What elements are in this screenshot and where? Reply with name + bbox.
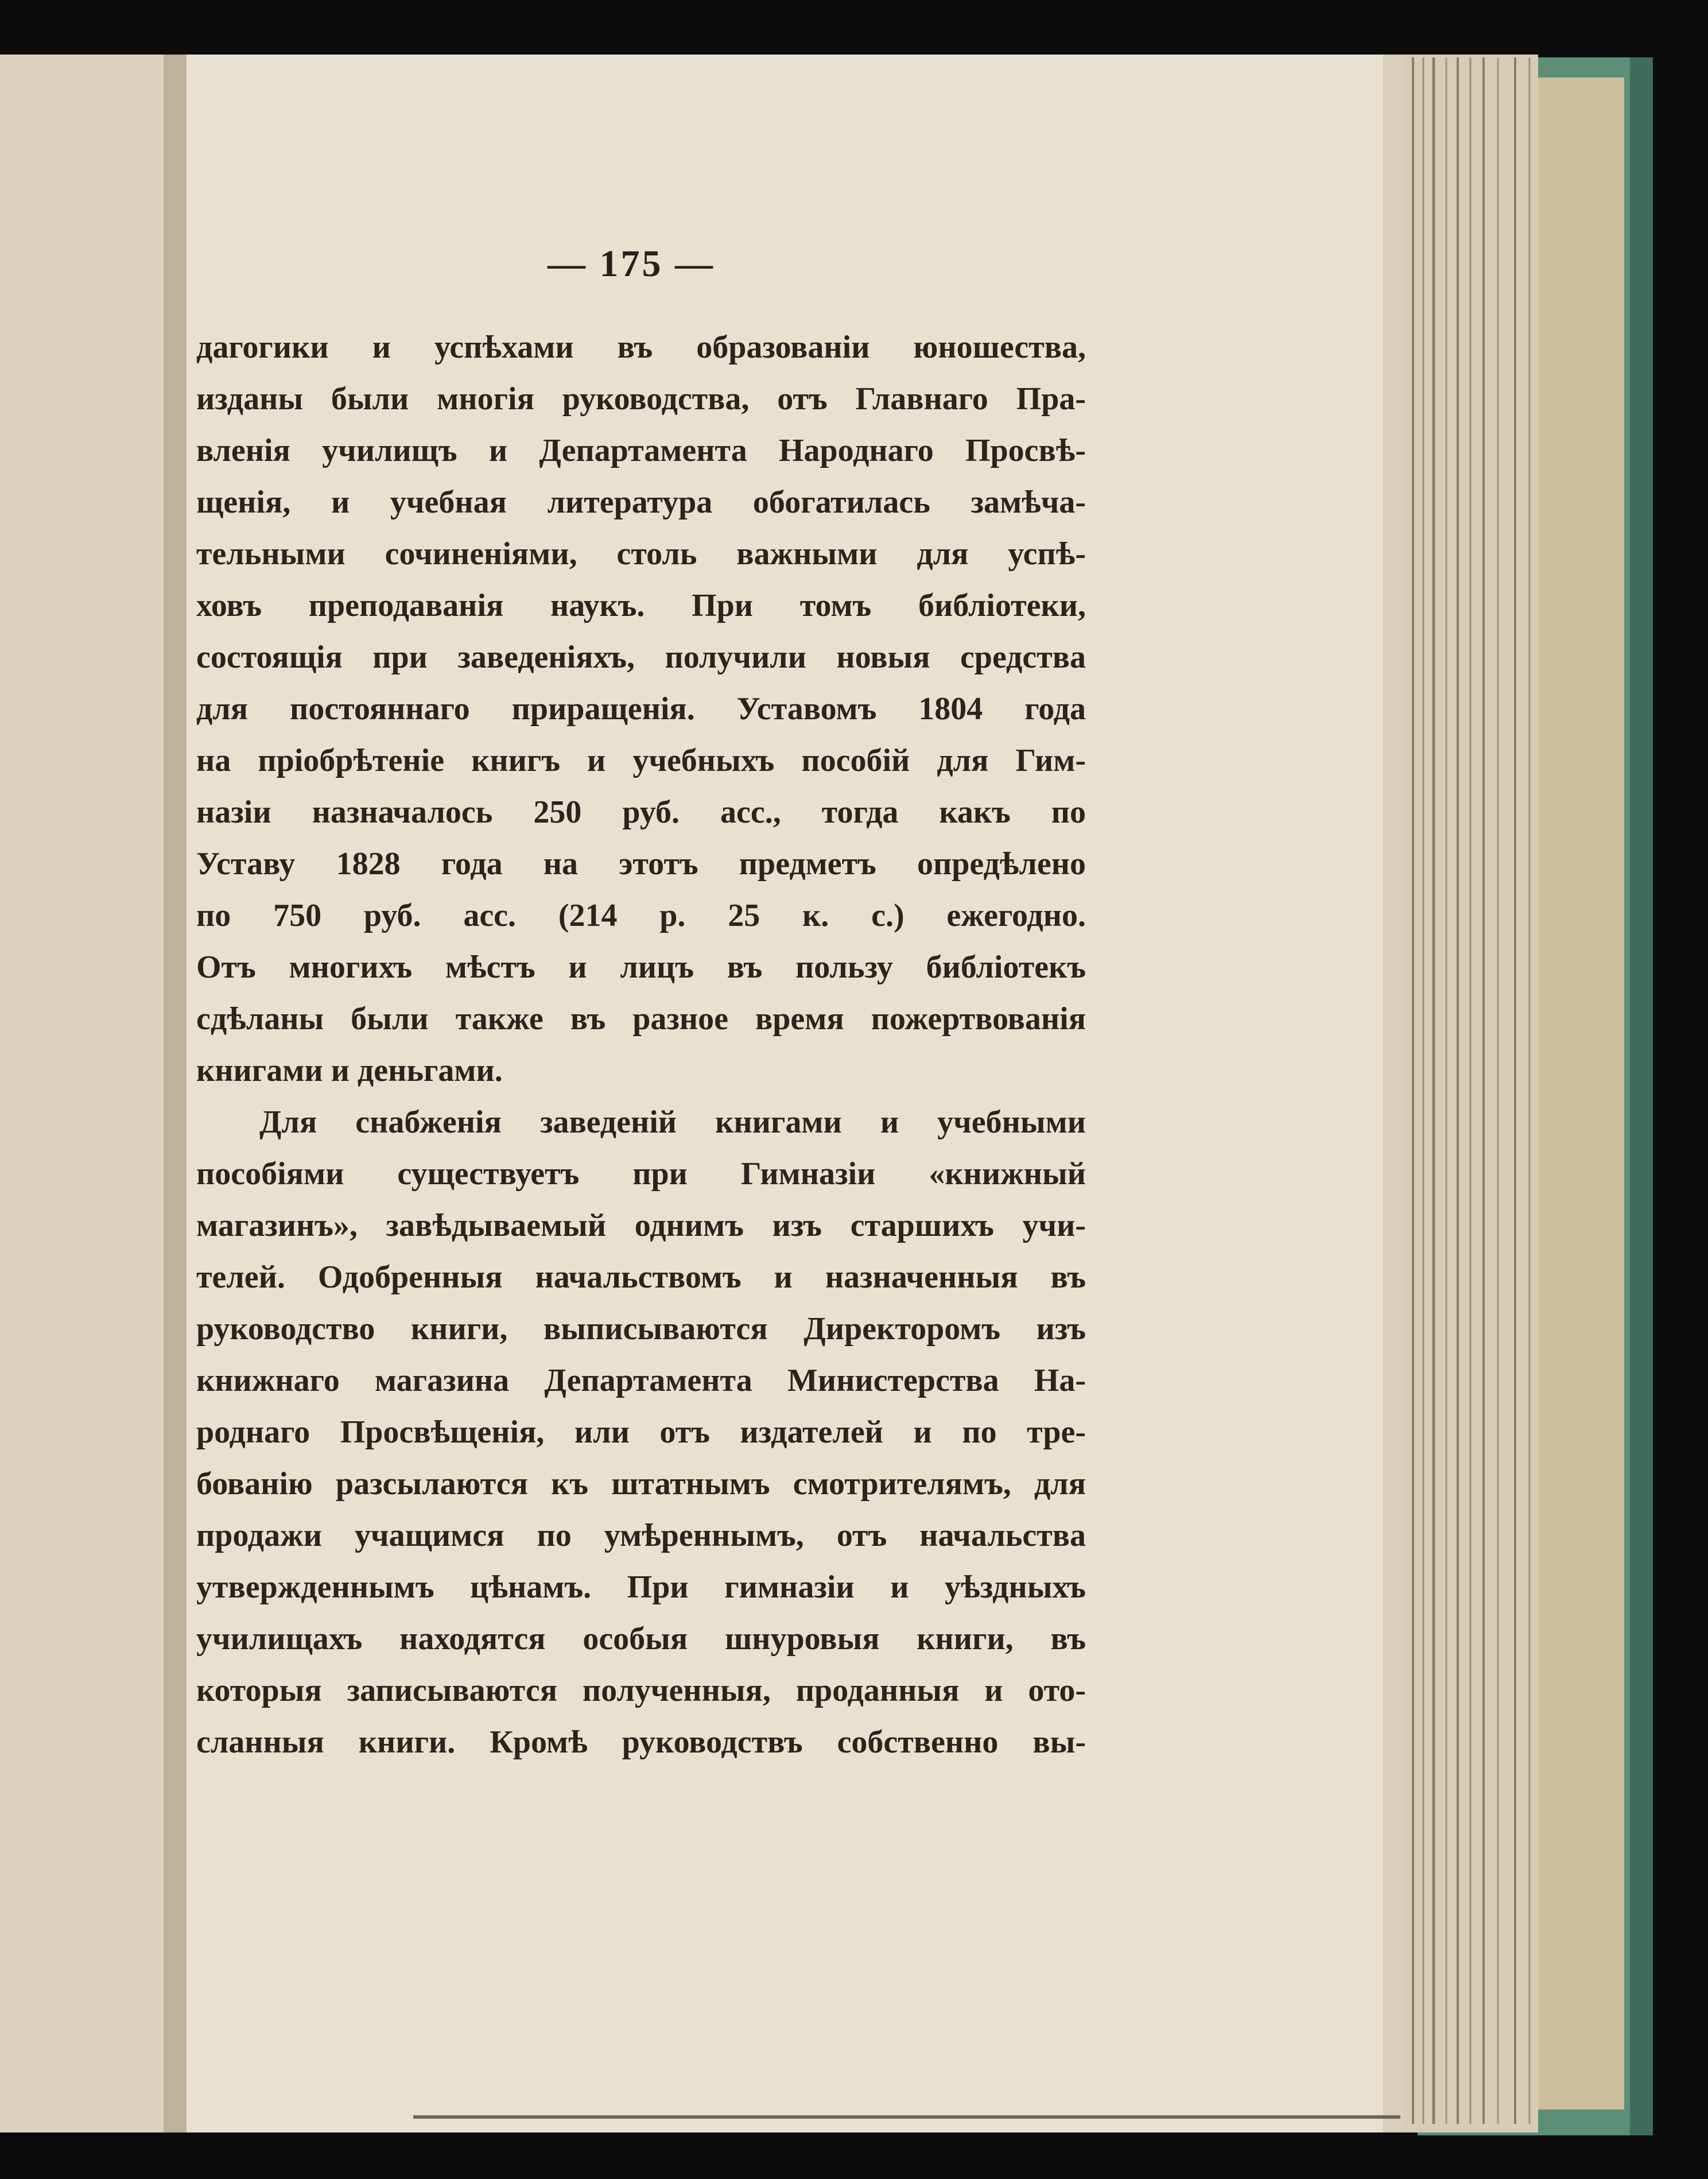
text-line: щенія, и учебная литература обогатилась замѣча- — [196, 484, 1086, 520]
text-line: по 750 руб. асс. (214 р. 25 к. с.) ежегодно. — [196, 898, 1086, 933]
page-stack-edges — [1400, 55, 1538, 2133]
right-page-edge — [1383, 55, 1406, 2133]
text-line: телей. Одобренныя начальствомъ и назначенныя въ — [196, 1259, 1086, 1295]
text-line: бованію разсылаются къ штатнымъ смотрителямъ, для — [196, 1466, 1086, 1502]
text-line: ховъ преподаванія наукъ. При томъ библіотеки, — [196, 588, 1086, 623]
text-line: руководство книги, выписываются Директоромъ изъ — [196, 1311, 1086, 1347]
text-line: на пріобрѣтеніе книгъ и учебныхъ пособій для Гим- — [196, 743, 1086, 778]
text-line: изданы были многія руководства, отъ Главнаго Пра- — [196, 381, 1086, 417]
text-line: училищахъ находятся особыя шнуровыя книги, въ — [196, 1621, 1086, 1657]
cover-board-inner — [1538, 77, 1624, 2110]
text-line: книгами и деньгами. — [196, 1053, 503, 1088]
text-line: книжнаго магазина Департамента Министерства На- — [196, 1363, 1086, 1398]
text-line: которыя записываются полученныя, проданныя и ото- — [196, 1673, 1086, 1708]
text-line: Для снабженія заведеній книгами и учебными — [259, 1104, 1086, 1140]
text-line: дагогики и успѣхами въ образованіи юношества, — [196, 329, 1086, 365]
text-line: состоящія при заведеніяхъ, получили новыя средства — [196, 639, 1086, 675]
text-line: для постояннаго приращенія. Уставомъ 1804 года — [196, 691, 1086, 727]
text-line: сдѣланы были также въ разное время пожертвованія — [196, 1001, 1086, 1037]
left-page — [0, 55, 189, 2133]
page-number: — 175 — — [548, 243, 715, 285]
text-line: пособіями существуетъ при Гимназіи «книжный — [196, 1156, 1086, 1192]
text-line: вленія училищъ и Департамента Народнаго Просвѣ- — [196, 433, 1086, 468]
text-line: тельными сочиненіями, столь важными для успѣ- — [196, 536, 1086, 572]
text-line: роднаго Просвѣщенія, или отъ издателей и по тре- — [196, 1414, 1086, 1450]
cover-edge-shadow — [1630, 57, 1653, 2135]
text-line: продажи учащимся по умѣреннымъ, отъ начальства — [196, 1518, 1086, 1553]
text-line: Отъ многихъ мѣстъ и лицъ въ пользу библіотекъ — [196, 949, 1086, 985]
text-line: Уставу 1828 года на этотъ предметъ опредѣлено — [196, 846, 1086, 882]
text-line: магазинъ», завѣдываемый однимъ изъ старшихъ учи- — [196, 1208, 1086, 1243]
text-line: назіи назначалось 250 руб. асс., тогда какъ по — [196, 794, 1086, 830]
text-line: сланныя книги. Кромѣ руководствъ собственно вы- — [196, 1724, 1086, 1760]
text-line: утвержденнымъ цѣнамъ. При гимназіи и уѣздныхъ — [196, 1569, 1086, 1605]
